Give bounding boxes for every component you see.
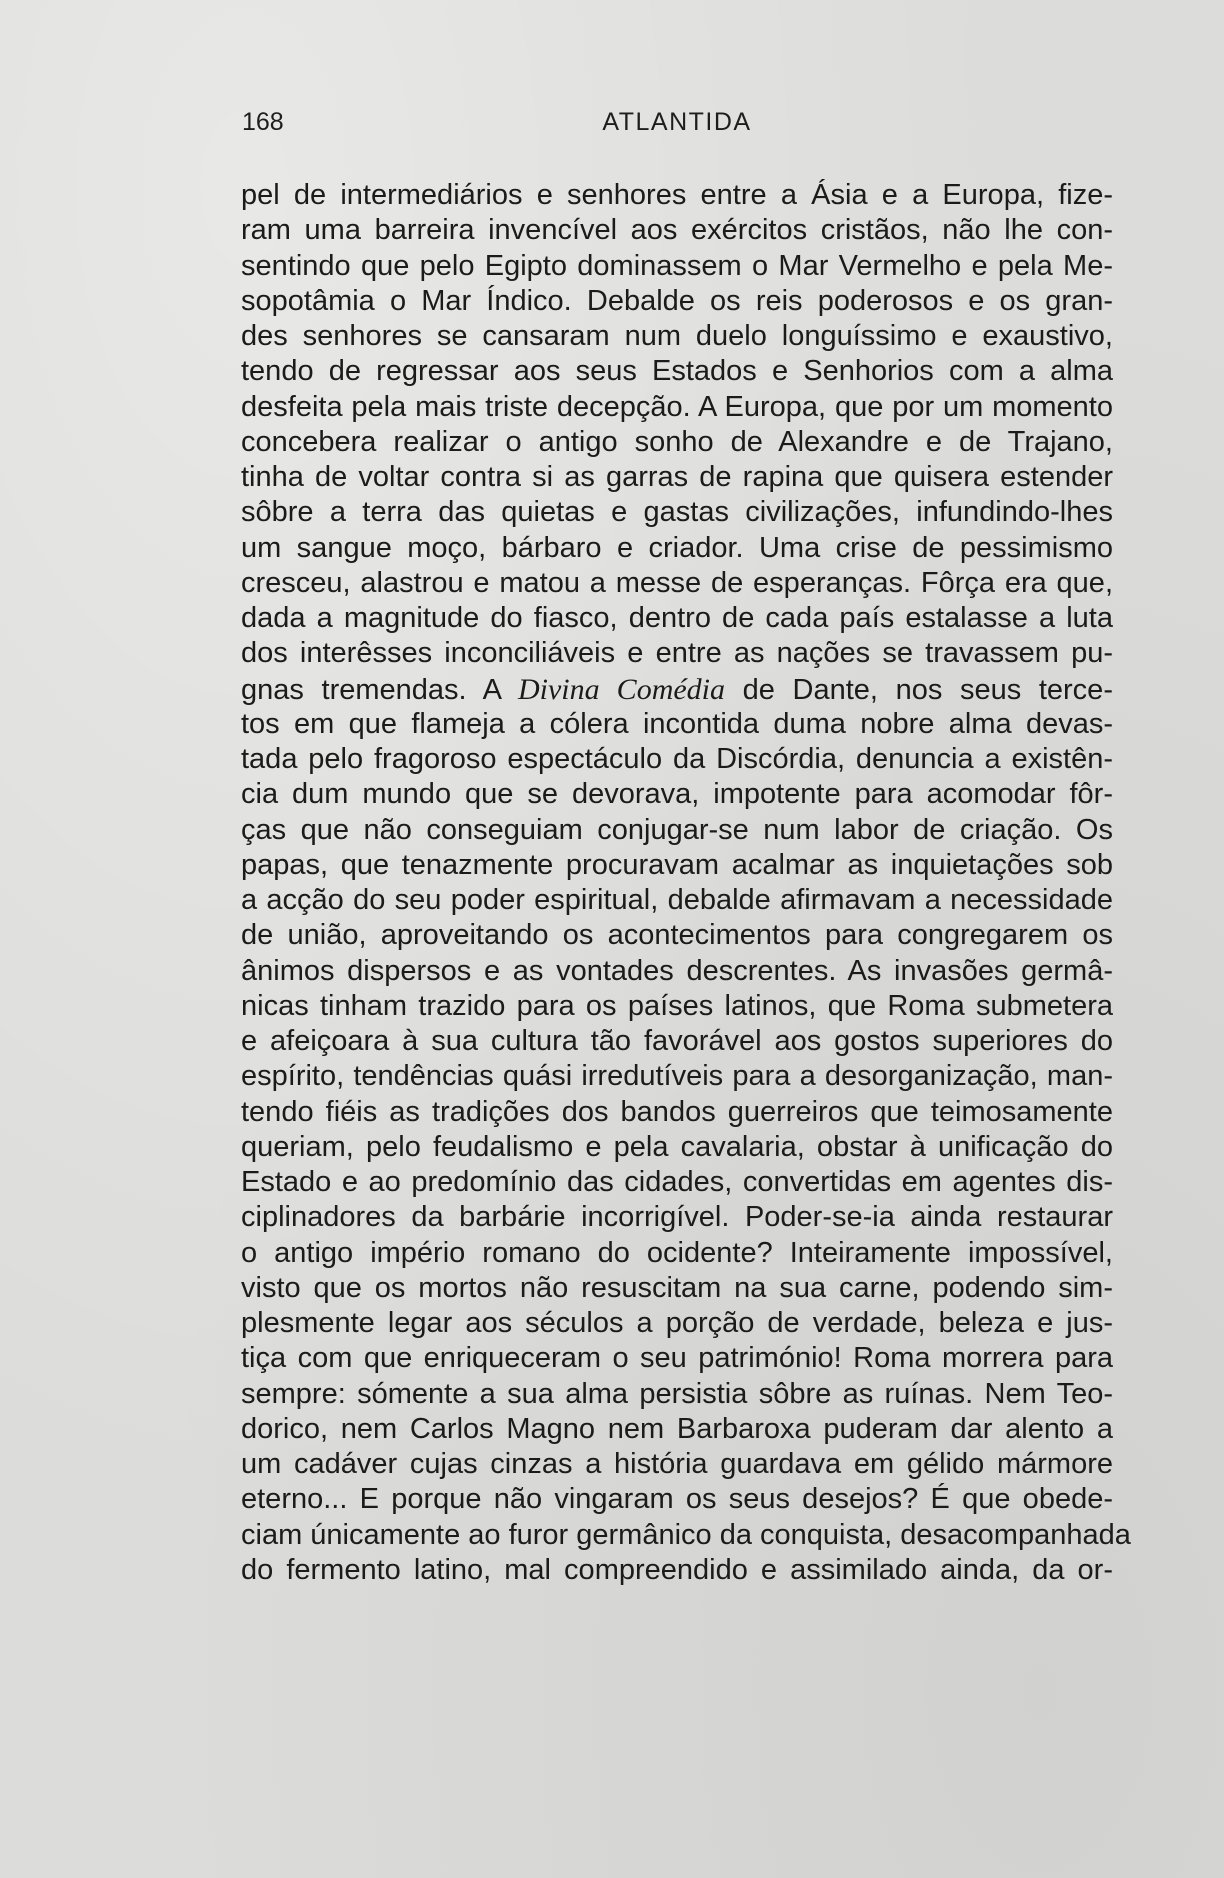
text-line: cresceu, alastrou e matou a messe de esperanças. Fôrça era que, (241, 566, 1113, 599)
work-title-italic: Divina Comédia (517, 672, 726, 706)
text-line: nicas tinham trazido para os países latinos, que Roma submetera (241, 989, 1113, 1022)
text-line: plesmente legar aos séculos a porção de verdade, beleza e jus- (241, 1307, 1113, 1339)
text-line: tendo de regressar aos seus Estados e Senhorios com a alma (241, 355, 1113, 388)
text-line: tos em que flameja a cólera incontida duma nobre alma devas- (241, 707, 1113, 740)
text-line: de união, aproveitando os acontecimentos para congregarem os (241, 919, 1113, 952)
text-line: des senhores se cansaram num duelo longuíssimo e exaustivo, (241, 320, 1113, 352)
text-line: o antigo império romano do ocidente? Inteiramente impossível, (241, 1236, 1113, 1269)
text-line: um cadáver cujas cinzas a história guardava em gélido mármore (241, 1448, 1113, 1480)
text-line: Estado e ao predomínio das cidades, convertidas em agentes dis- (241, 1166, 1113, 1198)
text-line: tiça com que enriqueceram o seu património! Roma morrera para (241, 1342, 1113, 1375)
page-number: 168 (242, 108, 284, 136)
text-line: sopotâmia o Mar Índico. Debalde os reis poderosos e os gran- (241, 284, 1113, 317)
text-line: ânimos dispersos e as vontades descrentes. As invasões germâ- (241, 954, 1113, 987)
text-line: tinha de voltar contra si as garras de rapina que quisera estender (241, 461, 1113, 493)
text-line: queriam, pelo feudalismo e pela cavalaria, obstar à unificação do (241, 1130, 1113, 1163)
text-line: cia dum mundo que se devorava, impotente para acomodar fôr- (241, 778, 1113, 811)
text-line: e afeiçoara à sua cultura tão favorável aos gostos superiores do (241, 1025, 1113, 1057)
text-line: ram uma barreira invencível aos exércitos cristãos, não lhe con- (241, 214, 1113, 247)
text-line: desfeita pela mais triste decepção. A Europa, que por um momento (241, 390, 1113, 423)
text-line: ças que não conseguiam conjugar-se num labor de criação. Os (241, 813, 1113, 846)
text-line: sempre: sómente a sua alma persistia sôbre as ruínas. Nem Teo- (241, 1377, 1113, 1410)
text-line-with-title (241, 672, 1113, 707)
text-line: ciam únicamente ao furor germânico da conquista, desacompanhada (241, 1518, 1131, 1551)
line-text-after-title: de Dante, nos seus terce- (725, 673, 1113, 706)
body-text (241, 178, 1131, 1588)
text-line: do fermento latino, mal compreendido e assimilado ainda, da or- (241, 1553, 1113, 1586)
text-line: visto que os mortos não resuscitam na sua carne, podendo sim- (241, 1271, 1113, 1304)
line-text-before-title: gnas tremendas. A (241, 673, 518, 706)
text-line: eterno... E porque não vingaram os seus desejos? É que obede- (241, 1483, 1113, 1516)
text-line: ciplinadores da barbárie incorrigível. Poder-se-ia ainda restaurar (241, 1201, 1113, 1234)
text-line: a acção do seu poder espiritual, debalde afirmavam a necessidade (241, 884, 1113, 916)
running-header (242, 108, 1112, 144)
text-line: tendo fiéis as tradições dos bandos guerreiros que teimosamente (241, 1095, 1113, 1128)
text-line: sentindo que pelo Egipto dominassem o Mar Vermelho e pela Me- (241, 249, 1113, 282)
text-line: papas, que tenazmente procuravam acalmar as inquietações sob (241, 848, 1113, 881)
text-line: sôbre a terra das quietas e gastas civilizações, infundindo-lhes (241, 496, 1113, 529)
text-line: espírito, tendências quási irredutíveis para a desorganização, man- (241, 1060, 1113, 1093)
text-line: tada pelo fragoroso espectáculo da Discórdia, denuncia a existên- (241, 743, 1113, 775)
text-line: dos interêsses inconciliáveis e entre as nações se travassem pu- (241, 637, 1113, 670)
text-line: dada a magnitude do fiasco, dentro de cada país estalasse a luta (241, 602, 1113, 634)
text-line: dorico, nem Carlos Magno nem Barbaroxa puderam dar alento a (241, 1412, 1113, 1445)
text-line: um sangue moço, bárbaro e criador. Uma crise de pessimismo (241, 531, 1113, 564)
running-title: ATLANTIDA (602, 108, 752, 136)
text-line: concebera realizar o antigo sonho de Alexandre e de Trajano, (241, 425, 1113, 458)
text-line: pel de intermediários e senhores entre a Ásia e a Europa, fize- (241, 179, 1113, 211)
